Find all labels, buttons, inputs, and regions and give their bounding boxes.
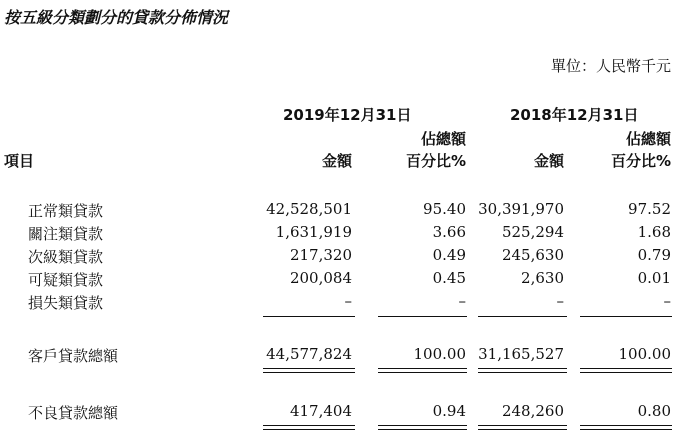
row-label: 可疑類貸款: [28, 271, 104, 289]
row-percent-2019: 95.40: [423, 200, 466, 218]
npl-label: 不良貸款總額: [28, 404, 119, 422]
row-amount-2018: 30,391,970: [478, 200, 564, 218]
total-double-line: [580, 368, 672, 369]
npl-double-line: [580, 425, 672, 426]
row-amount-2019: 200,084: [289, 269, 352, 287]
header-item: 項目: [4, 152, 35, 170]
row-amount-2019: 1,631,919: [275, 223, 352, 241]
total-percent-2019: 100.00: [413, 345, 466, 363]
total-double-line: [263, 368, 355, 369]
total-double-line: [263, 372, 355, 373]
row-amount-2018: 2,630: [521, 269, 564, 287]
subtotal-line: [580, 316, 672, 317]
row-label: 關注類貸款: [28, 225, 104, 243]
row-amount-2018: –: [556, 292, 564, 310]
row-percent-2018: 97.52: [628, 200, 671, 218]
row-amount-2018: 245,630: [501, 246, 564, 264]
row-label: 損失類貸款: [28, 294, 104, 312]
unit-note: 單位：人民幣千元: [550, 57, 671, 75]
npl-double-line: [378, 425, 467, 426]
npl-double-line: [378, 429, 467, 430]
total-double-line: [478, 372, 567, 373]
total-amount-2019: 44,577,824: [266, 345, 352, 363]
npl-percent-2019: 0.94: [432, 402, 466, 420]
row-percent-2018: 1.68: [637, 223, 671, 241]
total-double-line: [478, 368, 567, 369]
total-percent-2018: 100.00: [618, 345, 671, 363]
row-percent-2019: 3.66: [432, 223, 466, 241]
row-percent-2019: 0.45: [432, 269, 466, 287]
header-share-2019: 佔總額: [420, 130, 466, 148]
header-percent-2018: 百分比%: [610, 152, 671, 170]
total-double-line: [378, 368, 467, 369]
row-percent-2019: 0.49: [432, 246, 466, 264]
row-percent-2019: –: [458, 292, 466, 310]
header-2018: 2018年12月31日: [510, 106, 639, 124]
header-amount-2019: 金額: [321, 152, 352, 170]
row-amount-2018: 525,294: [501, 223, 564, 241]
row-percent-2018: 0.01: [637, 269, 671, 287]
npl-double-line: [478, 429, 567, 430]
total-double-line: [580, 372, 672, 373]
npl-double-line: [478, 425, 567, 426]
row-percent-2018: –: [663, 292, 671, 310]
page-title: 按五級分類劃分的貸款分佈情況: [4, 8, 229, 27]
header-percent-2019: 百分比%: [405, 152, 466, 170]
header-amount-2018: 金額: [533, 152, 564, 170]
subtotal-line: [378, 316, 467, 317]
npl-percent-2018: 0.80: [637, 402, 671, 420]
total-label: 客戶貸款總額: [28, 347, 119, 365]
header-share-2018: 佔總額: [625, 130, 671, 148]
npl-double-line: [263, 429, 355, 430]
row-label: 正常類貸款: [28, 202, 104, 220]
row-amount-2019: 42,528,501: [266, 200, 352, 218]
subtotal-line: [263, 316, 355, 317]
row-amount-2019: –: [344, 292, 352, 310]
row-label: 次級類貸款: [28, 248, 104, 266]
total-amount-2018: 31,165,527: [478, 345, 564, 363]
total-double-line: [378, 372, 467, 373]
npl-double-line: [580, 429, 672, 430]
npl-double-line: [263, 425, 355, 426]
header-2019: 2019年12月31日: [283, 106, 412, 124]
npl-amount-2018: 248,260: [501, 402, 564, 420]
row-percent-2018: 0.79: [637, 246, 671, 264]
npl-amount-2019: 417,404: [289, 402, 352, 420]
row-amount-2019: 217,320: [289, 246, 352, 264]
subtotal-line: [478, 316, 567, 317]
